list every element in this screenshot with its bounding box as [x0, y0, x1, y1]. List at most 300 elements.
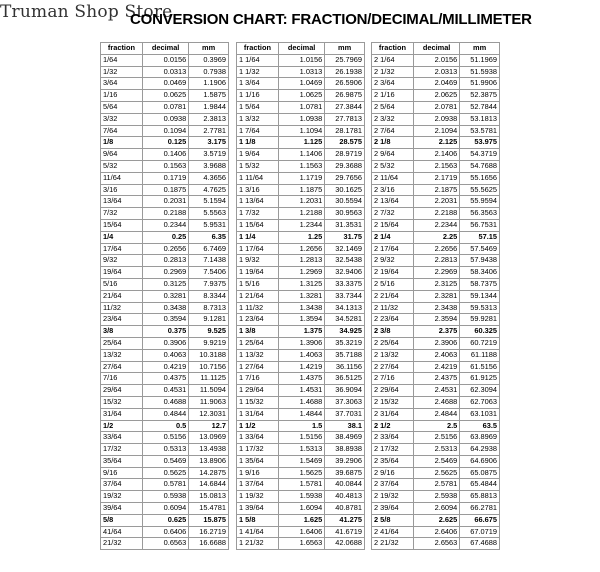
table-row [372, 314, 500, 326]
table-row [372, 408, 500, 420]
table-row [372, 302, 500, 314]
fraction-cell: 2 5/8 [372, 514, 414, 526]
table-row [101, 101, 229, 113]
fraction-cell: 2 7/16 [372, 373, 414, 385]
table-row [372, 219, 500, 231]
table-row [101, 302, 229, 314]
decimal-cell: 2.2344 [413, 219, 459, 231]
mm-cell: 54.3719 [460, 149, 500, 161]
mm-cell: 41.6719 [325, 526, 365, 538]
mm-cell: 4.3656 [189, 172, 229, 184]
table-row [101, 326, 229, 338]
decimal-cell: 1.0625 [278, 90, 324, 102]
fraction-cell: 2 33/64 [372, 432, 414, 444]
table-row [372, 231, 500, 243]
mm-cell: 28.1781 [325, 125, 365, 137]
decimal-cell: 1.3281 [278, 290, 324, 302]
mm-cell: 27.3844 [325, 101, 365, 113]
fraction-cell: 37/64 [101, 479, 143, 491]
mm-cell: 62.7063 [460, 396, 500, 408]
mm-cell: 67.4688 [460, 538, 500, 550]
table-row [101, 503, 229, 515]
mm-cell: 30.9563 [325, 208, 365, 220]
table-row [101, 243, 229, 255]
table-row [101, 196, 229, 208]
decimal-cell: 1.2188 [278, 208, 324, 220]
table-row [237, 503, 365, 515]
table-row [101, 137, 229, 149]
header-decimal: decimal [278, 43, 324, 55]
decimal-cell: 1.5156 [278, 432, 324, 444]
fraction-cell: 1 1/64 [237, 54, 279, 66]
mm-cell: 15.875 [189, 514, 229, 526]
table-row [237, 349, 365, 361]
mm-cell: 31.75 [325, 231, 365, 243]
fraction-cell: 1/64 [101, 54, 143, 66]
fraction-cell: 9/64 [101, 149, 143, 161]
fraction-cell: 1 5/16 [237, 278, 279, 290]
fraction-cell: 7/16 [101, 373, 143, 385]
fraction-cell: 33/64 [101, 432, 143, 444]
fraction-cell: 1 41/64 [237, 526, 279, 538]
decimal-cell: 1.2031 [278, 196, 324, 208]
fraction-cell: 1 1/4 [237, 231, 279, 243]
decimal-cell: 2.375 [413, 326, 459, 338]
fraction-cell: 1 15/32 [237, 396, 279, 408]
decimal-cell: 0.5781 [142, 479, 188, 491]
table-row [101, 432, 229, 444]
mm-cell: 15.4781 [189, 503, 229, 515]
fraction-cell: 2 3/32 [372, 113, 414, 125]
fraction-cell: 2 37/64 [372, 479, 414, 491]
mm-cell: 64.6906 [460, 455, 500, 467]
table-row [101, 361, 229, 373]
decimal-cell: 2.6094 [413, 503, 459, 515]
decimal-cell: 2.2656 [413, 243, 459, 255]
decimal-cell: 0.5 [142, 420, 188, 432]
fraction-cell: 2 23/64 [372, 314, 414, 326]
decimal-cell: 1.1406 [278, 149, 324, 161]
fraction-cell: 3/32 [101, 113, 143, 125]
fraction-cell: 1 3/32 [237, 113, 279, 125]
fraction-cell: 2 35/64 [372, 455, 414, 467]
fraction-cell: 29/64 [101, 385, 143, 397]
table-row [372, 491, 500, 503]
table-row [372, 149, 500, 161]
fraction-cell: 1 21/32 [237, 538, 279, 550]
decimal-cell: 1.0781 [278, 101, 324, 113]
mm-cell: 53.5781 [460, 125, 500, 137]
conversion-table-1-to-2 [236, 42, 365, 550]
table-row [237, 314, 365, 326]
mm-cell: 60.7219 [460, 337, 500, 349]
mm-cell: 29.7656 [325, 172, 365, 184]
decimal-cell: 2.4219 [413, 361, 459, 373]
table-row [237, 184, 365, 196]
mm-cell: 65.0875 [460, 467, 500, 479]
decimal-cell: 1.5 [278, 420, 324, 432]
table-row [237, 137, 365, 149]
mm-cell: 26.5906 [325, 78, 365, 90]
fraction-cell: 2 3/16 [372, 184, 414, 196]
fraction-cell: 3/16 [101, 184, 143, 196]
decimal-cell: 0.1875 [142, 184, 188, 196]
mm-cell: 56.7531 [460, 219, 500, 231]
table-row [372, 278, 500, 290]
decimal-cell: 0.0313 [142, 66, 188, 78]
mm-cell: 65.8813 [460, 491, 500, 503]
fraction-cell: 2 7/32 [372, 208, 414, 220]
decimal-cell: 1.4219 [278, 361, 324, 373]
fraction-cell: 2 3/64 [372, 78, 414, 90]
decimal-cell: 1.4063 [278, 349, 324, 361]
header-row [237, 43, 365, 55]
decimal-cell: 0.2031 [142, 196, 188, 208]
header-mm: mm [460, 43, 500, 55]
decimal-cell: 2.5469 [413, 455, 459, 467]
fraction-cell: 1 35/64 [237, 455, 279, 467]
decimal-cell: 1.1719 [278, 172, 324, 184]
decimal-cell: 1.25 [278, 231, 324, 243]
table-row [372, 385, 500, 397]
fraction-cell: 2 29/64 [372, 385, 414, 397]
mm-cell: 32.1469 [325, 243, 365, 255]
table-row [101, 491, 229, 503]
decimal-cell: 0.1094 [142, 125, 188, 137]
mm-cell: 7.9375 [189, 278, 229, 290]
decimal-cell: 2.3281 [413, 290, 459, 302]
fraction-cell: 1 3/64 [237, 78, 279, 90]
mm-cell: 66.675 [460, 514, 500, 526]
mm-cell: 51.9906 [460, 78, 500, 90]
table-row [372, 479, 500, 491]
mm-cell: 30.5594 [325, 196, 365, 208]
fraction-cell: 2 9/64 [372, 149, 414, 161]
decimal-cell: 2.1875 [413, 184, 459, 196]
table-row [372, 432, 500, 444]
table-row [372, 538, 500, 550]
table-row [237, 160, 365, 172]
fraction-cell: 2 9/16 [372, 467, 414, 479]
decimal-cell: 1.1563 [278, 160, 324, 172]
header-row [101, 43, 229, 55]
table-row [372, 255, 500, 267]
decimal-cell: 0.1563 [142, 160, 188, 172]
decimal-cell: 2.4531 [413, 385, 459, 397]
fraction-cell: 2 21/32 [372, 538, 414, 550]
fraction-cell: 1 21/64 [237, 290, 279, 302]
decimal-cell: 1.3906 [278, 337, 324, 349]
decimal-cell: 2.125 [413, 137, 459, 149]
mm-cell: 36.1156 [325, 361, 365, 373]
table-row [372, 444, 500, 456]
mm-cell: 37.7031 [325, 408, 365, 420]
table-row [101, 267, 229, 279]
mm-cell: 9.525 [189, 326, 229, 338]
mm-cell: 59.1344 [460, 290, 500, 302]
decimal-cell: 2.2969 [413, 267, 459, 279]
fraction-cell: 1 3/8 [237, 326, 279, 338]
decimal-cell: 2.1719 [413, 172, 459, 184]
fraction-cell: 15/64 [101, 219, 143, 231]
fraction-cell: 11/64 [101, 172, 143, 184]
mm-cell: 39.2906 [325, 455, 365, 467]
table-row [372, 54, 500, 66]
mm-cell: 6.7469 [189, 243, 229, 255]
mm-cell: 64.2938 [460, 444, 500, 456]
table-row [372, 243, 500, 255]
mm-cell: 62.3094 [460, 385, 500, 397]
decimal-cell: 1.4375 [278, 373, 324, 385]
table-row [101, 231, 229, 243]
table-row [101, 290, 229, 302]
mm-cell: 11.5094 [189, 385, 229, 397]
mm-cell: 41.275 [325, 514, 365, 526]
mm-cell: 58.7375 [460, 278, 500, 290]
mm-cell: 12.3031 [189, 408, 229, 420]
table-row [101, 208, 229, 220]
fraction-cell: 1 11/32 [237, 302, 279, 314]
fraction-cell: 1 7/16 [237, 373, 279, 385]
table-row [237, 172, 365, 184]
decimal-cell: 0.2344 [142, 219, 188, 231]
decimal-cell: 1.375 [278, 326, 324, 338]
mm-cell: 3.175 [189, 137, 229, 149]
table-row [372, 125, 500, 137]
fraction-cell: 5/64 [101, 101, 143, 113]
decimal-cell: 2.3438 [413, 302, 459, 314]
table-row [237, 396, 365, 408]
table-row [372, 113, 500, 125]
decimal-cell: 1.3125 [278, 278, 324, 290]
table-row [237, 101, 365, 113]
decimal-cell: 1.4844 [278, 408, 324, 420]
decimal-cell: 2.4063 [413, 349, 459, 361]
table-row [237, 432, 365, 444]
table-row [237, 538, 365, 550]
table-row [237, 408, 365, 420]
table-row [101, 78, 229, 90]
fraction-cell: 2 19/64 [372, 267, 414, 279]
table-row [237, 255, 365, 267]
fraction-cell: 1 17/64 [237, 243, 279, 255]
mm-cell: 67.0719 [460, 526, 500, 538]
fraction-cell: 2 7/64 [372, 125, 414, 137]
decimal-cell: 2.5781 [413, 479, 459, 491]
mm-cell: 40.0844 [325, 479, 365, 491]
fraction-cell: 1 13/64 [237, 196, 279, 208]
table-row [101, 514, 229, 526]
table-row [237, 467, 365, 479]
table-row [372, 267, 500, 279]
fraction-cell: 1/2 [101, 420, 143, 432]
fraction-cell: 15/32 [101, 396, 143, 408]
fraction-cell: 1 13/32 [237, 349, 279, 361]
fraction-cell: 2 1/32 [372, 66, 414, 78]
fraction-cell: 2 27/64 [372, 361, 414, 373]
mm-cell: 59.9281 [460, 314, 500, 326]
table-row [237, 243, 365, 255]
decimal-cell: 2.5625 [413, 467, 459, 479]
table-row [372, 396, 500, 408]
fraction-cell: 2 13/64 [372, 196, 414, 208]
decimal-cell: 1.4688 [278, 396, 324, 408]
fraction-cell: 2 9/32 [372, 255, 414, 267]
table-row [101, 444, 229, 456]
fraction-cell: 7/64 [101, 125, 143, 137]
fraction-cell: 2 41/64 [372, 526, 414, 538]
fraction-cell: 1 9/16 [237, 467, 279, 479]
table-row [372, 184, 500, 196]
table-row [101, 467, 229, 479]
fraction-cell: 2 1/8 [372, 137, 414, 149]
decimal-cell: 2.1406 [413, 149, 459, 161]
fraction-cell: 2 1/2 [372, 420, 414, 432]
decimal-cell: 2.25 [413, 231, 459, 243]
decimal-cell: 2.2813 [413, 255, 459, 267]
decimal-cell: 0.125 [142, 137, 188, 149]
fraction-cell: 1 17/32 [237, 444, 279, 456]
mm-cell: 7.1438 [189, 255, 229, 267]
fraction-cell: 2 11/32 [372, 302, 414, 314]
table-row [372, 78, 500, 90]
fraction-cell: 1 1/2 [237, 420, 279, 432]
mm-cell: 10.3188 [189, 349, 229, 361]
table-row [101, 172, 229, 184]
decimal-cell: 1.5781 [278, 479, 324, 491]
table-row [372, 290, 500, 302]
fraction-cell: 2 15/64 [372, 219, 414, 231]
table-row [101, 278, 229, 290]
fraction-cell: 2 5/16 [372, 278, 414, 290]
fraction-cell: 17/32 [101, 444, 143, 456]
fraction-cell: 2 3/8 [372, 326, 414, 338]
mm-cell: 3.9688 [189, 160, 229, 172]
mm-cell: 61.1188 [460, 349, 500, 361]
mm-cell: 32.9406 [325, 267, 365, 279]
mm-cell: 59.5313 [460, 302, 500, 314]
mm-cell: 53.1813 [460, 113, 500, 125]
mm-cell: 6.35 [189, 231, 229, 243]
mm-cell: 38.8938 [325, 444, 365, 456]
decimal-cell: 0.4375 [142, 373, 188, 385]
decimal-cell: 2.6563 [413, 538, 459, 550]
mm-cell: 42.0688 [325, 538, 365, 550]
table-row [372, 101, 500, 113]
fraction-cell: 1 29/64 [237, 385, 279, 397]
decimal-cell: 0.2656 [142, 243, 188, 255]
mm-cell: 14.6844 [189, 479, 229, 491]
table-row [101, 408, 229, 420]
mm-cell: 9.1281 [189, 314, 229, 326]
decimal-cell: 1.5625 [278, 467, 324, 479]
decimal-cell: 2.1563 [413, 160, 459, 172]
fraction-cell: 13/64 [101, 196, 143, 208]
table-row [237, 361, 365, 373]
decimal-cell: 0.0156 [142, 54, 188, 66]
fraction-cell: 2 1/16 [372, 90, 414, 102]
fraction-cell: 3/64 [101, 78, 143, 90]
decimal-cell: 0.0625 [142, 90, 188, 102]
mm-cell: 2.7781 [189, 125, 229, 137]
mm-cell: 10.7156 [189, 361, 229, 373]
fraction-cell: 5/16 [101, 278, 143, 290]
decimal-cell: 1.0938 [278, 113, 324, 125]
mm-cell: 11.1125 [189, 373, 229, 385]
fraction-cell: 1/16 [101, 90, 143, 102]
decimal-cell: 1.625 [278, 514, 324, 526]
decimal-cell: 1.6094 [278, 503, 324, 515]
decimal-cell: 2.5 [413, 420, 459, 432]
mm-cell: 38.4969 [325, 432, 365, 444]
table-row [101, 314, 229, 326]
fraction-cell: 1 25/64 [237, 337, 279, 349]
table-row [372, 196, 500, 208]
header-decimal: decimal [413, 43, 459, 55]
decimal-cell: 0.4219 [142, 361, 188, 373]
fraction-cell: 19/64 [101, 267, 143, 279]
table-row [101, 149, 229, 161]
fraction-cell: 1/8 [101, 137, 143, 149]
header-fraction: fraction [372, 43, 414, 55]
fraction-cell: 5/32 [101, 160, 143, 172]
fraction-cell: 1 5/32 [237, 160, 279, 172]
fraction-cell: 1/4 [101, 231, 143, 243]
fraction-cell: 1 19/64 [237, 267, 279, 279]
table-row [372, 349, 500, 361]
table-row [101, 125, 229, 137]
fraction-cell: 21/64 [101, 290, 143, 302]
fraction-cell: 1 33/64 [237, 432, 279, 444]
decimal-cell: 1.5938 [278, 491, 324, 503]
decimal-cell: 0.2188 [142, 208, 188, 220]
table-row [372, 503, 500, 515]
mm-cell: 25.7969 [325, 54, 365, 66]
decimal-cell: 0.5313 [142, 444, 188, 456]
fraction-cell: 25/64 [101, 337, 143, 349]
table-row [372, 526, 500, 538]
mm-cell: 34.5281 [325, 314, 365, 326]
mm-cell: 35.7188 [325, 349, 365, 361]
fraction-cell: 1 3/16 [237, 184, 279, 196]
mm-cell: 66.2781 [460, 503, 500, 515]
mm-cell: 30.1625 [325, 184, 365, 196]
mm-cell: 5.5563 [189, 208, 229, 220]
table-row [101, 479, 229, 491]
table-row [237, 302, 365, 314]
decimal-cell: 0.3125 [142, 278, 188, 290]
table-row [237, 337, 365, 349]
decimal-cell: 2.0313 [413, 66, 459, 78]
mm-cell: 40.8781 [325, 503, 365, 515]
chart-title: CONVERSION CHART: FRACTION/DECIMAL/MILLIMETER [130, 11, 532, 28]
fraction-cell: 3/8 [101, 326, 143, 338]
fraction-cell: 9/16 [101, 467, 143, 479]
mm-cell: 15.0813 [189, 491, 229, 503]
mm-cell: 8.7313 [189, 302, 229, 314]
fraction-cell: 27/64 [101, 361, 143, 373]
header-row [372, 43, 500, 55]
fraction-cell: 2 19/32 [372, 491, 414, 503]
decimal-cell: 2.1094 [413, 125, 459, 137]
table-row [237, 373, 365, 385]
fraction-cell: 1 9/64 [237, 149, 279, 161]
decimal-cell: 1.3594 [278, 314, 324, 326]
mm-cell: 26.9875 [325, 90, 365, 102]
fraction-cell: 19/32 [101, 491, 143, 503]
mm-cell: 53.975 [460, 137, 500, 149]
decimal-cell: 0.5156 [142, 432, 188, 444]
